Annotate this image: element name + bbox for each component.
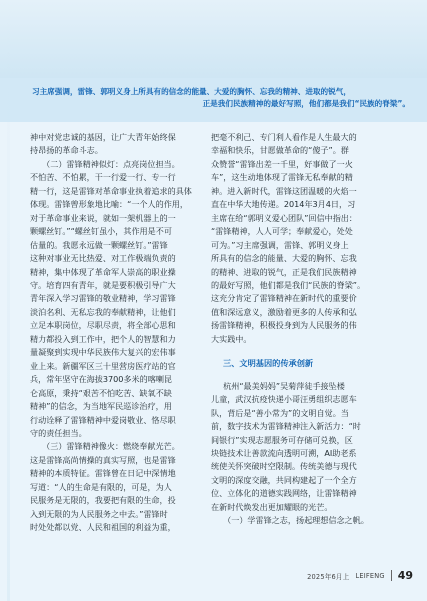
footer-magazine-name: LEIFENG <box>355 571 385 580</box>
footer-divider <box>391 570 392 581</box>
right-paragraph-1: 把毫不利己、专门利人看作是人生最大的 幸福和快乐，甘愿做革命的“傻子”。群 众赞誉“雷锋出差一千里，好事做了一火 车”，这生动地体现了雷锋无私奉献的精 神。进入新时代，雷锋这团温暖的火焰一 直在中华大地传递。2014年3月4日，习 主席在给“郭明义爱心团队”回信中指出： “雷锋精神，人人可学；奉献爱心，处处 可为。”习主席强调，雷锋、郭明义身上 所具有的信念的能量、大爱的胸怀、忘我 的精神、进取的锐气，正是我们民族精神 的最好写照，他们都是我们“民族的脊梁”。 这充分肯定了雷锋精神在新时代的重要价 值和深远意义，激励着更多的人传承和弘 扬雷锋精神，积极投身到为人民服务的伟 大实践中。 <box>211 132 366 344</box>
pull-quote-line-2: 正是我们民族精神的最好写照，他们都是我们“民族的脊梁”。 <box>202 99 410 108</box>
right-column <box>211 131 397 528</box>
left-column <box>30 131 216 535</box>
right-paragraph-2: 杭州“最美妈妈”吴菊萍徒手接坠楼 儿童，武汉抗疫快递小哥汪勇组织志愿车 队，背后是“善小常为”的文明自觉。当 前，数字技术为雷锋精神注入新活力：“时 间银行”实现志愿服务可存储可兑换，区 块链技术让善款流向透明可溯，AI助老系 统使关怀突破时空限制。传统美德与现代 文明的深度交融，共同构建起了一个全方 位、立体化的道德实践网络，让雷锋精神 在新时代焕发出更加耀眼的光芒。 <box>211 380 361 512</box>
left-paragraph-3: （三）雷锋精神像火：燃烧奉献光芒。 这是雷锋高尚情操的真实写照，也是雷锋 精神的本质特征。雷锋曾在日记中深情地 写道：“人的生命是有限的，可是，为人 民服务是无限的，我要把有限的生命，投 入到无限的为人民服务之中去。”雷锋时 时处处都以党、人民和祖国的利益为重， <box>30 441 180 533</box>
pull-quote <box>18 86 410 110</box>
pull-quote-line-1: 习主席强调，雷锋、郭明义身上所具有的信念的能量、大爱的胸怀、忘我的精神、进取的锐气， <box>32 87 351 96</box>
page-footer <box>307 569 413 582</box>
left-paragraph-1: 神中对党忠诚的基因，让广大青年始终保 持昂扬的革命斗志。 <box>30 132 176 156</box>
right-paragraph-3: （一）学雷锋之志，扬起理想信念之帆。 <box>223 515 369 526</box>
page-number: 49 <box>397 569 413 582</box>
footer-issue: 2025年6月上 <box>307 572 350 581</box>
left-paragraph-2: （二）雷锋精神似灯：点亮岗位担当。 不怕苦、不怕累，干一行爱一行、专一行 精一行，这是雷锋对革命事业执着追求的具体 体现。雷锋曾形象地比喻：“一个人的作用， 对于革命事业来说，就如一架机器上的一 颗螺丝钉。”“螺丝钉虽小，其作用是不可 估量的。我愿永远做一颗螺丝钉。”雷锋 这种对事业无比热爱、对工作极端负责的 精神，集中体现了革命军人崇高的职业操 守。培育四有青年，就是要积极引导广大 青年深入学习雷锋的敬业精神，学习雷锋 淡泊名利、无私忘我的奉献精神，让他们 立足本职岗位，尽职尽责，将全部心思和 精力都投入到工作中，把个人的智慧和力 量凝聚到实现中华民族伟大复兴的宏伟事 业上来。新疆军区三十里营房医疗站的官 兵，常年坚守在海拔3700多米的喀喇昆 仑高原，秉持“艰苦不怕吃苦、缺氧不缺 精神”的信念，为当地军民巡诊治疗，用 行动诠释了雷锋精神中爱岗敬业、恪尽职 守的责任担当。 <box>30 158 192 438</box>
top-background-band <box>0 0 427 78</box>
section-heading: 三、文明基因的传承创新 <box>223 358 314 369</box>
page-edge-shade <box>7 0 10 601</box>
